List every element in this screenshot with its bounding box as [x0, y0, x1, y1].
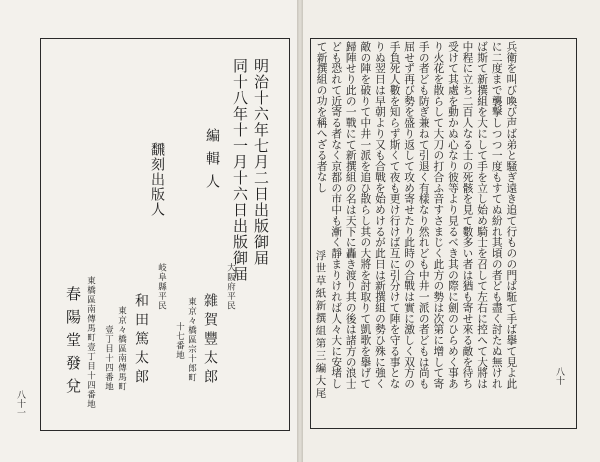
publication-date: 明治十六年七月二日出版御届 [252, 58, 270, 266]
editor-address-b: 十七番地 [174, 322, 185, 360]
editor-address-a: 東京々橋區宗十郎町 [186, 297, 197, 383]
printing-date: 同十八年十一月十六日出版御届 [231, 58, 249, 282]
house-address: 東橋區南傳馬町壹丁目十四番地 [85, 276, 96, 409]
body-text: 兵衛を叫び喚び声ば弟と騒ぎ遠き追て行ものの門ば駈て手ば擧て見よ此に二度まで襲撃しつつ一度もすてぬ紛れ其頃の者ども盡く討たぬ無ければ斯て新撰組を大にして手を立し始め騎士を召して左右に控へて大將は中程に立ち二百人なる士の死骸を見て數多い者は猶も寄せ來る敵を待ち受けて其處を動かぬ心なり彼等より見るべき其の際に劍のひらめく事あり火花を散らして大刀の打合ふ音すさまじく此方の勢は次第に增して寄手の者ども防ぎ兼ねて引退く有樣なり然れども中井一派の者どもは尚も屈せず再び勢を盛り返して攻め寄せたり此時の合戰は實に激しく双方の手負死人數を知らず斯くて夜も更け行けば互に引分けて陣を守る事となりぬ翌日は早朝より又も合戰を始めけるが此日は新撰組の勢ひ殊に強く敵の陣を破りて中井一派を追ひ散らし其の大將を討取りて凱歌を擧げて歸陣せり此の一戰にて新撰組の名は天下に轟き渡り其の後は諸方の浪士ども恐れて近寄る者なく京都の市中も漸く靜まりければ人々大に安堵して新撰組の功を稱へざる者なし [315, 41, 519, 389]
body-text-area [314, 41, 573, 389]
chapter-end-note: 浮世草紙新撰組第三編大尾 [314, 250, 327, 400]
page-number-right: 八十 [554, 367, 564, 385]
editor-role: 編輯人 [204, 128, 220, 197]
editor-pref: 大阪府平民 [225, 263, 236, 311]
house-name: 春陽堂發兌 [64, 286, 82, 401]
page-number-left: 八十一 [15, 390, 25, 417]
publisher-role: 飜刻出版人 [149, 142, 165, 217]
editor-name: 雜賀豐太郎 [202, 293, 218, 388]
right-page [303, 0, 600, 462]
publisher-address-a: 東京々橋區南傳馬町 [116, 306, 127, 392]
left-page [0, 0, 297, 462]
publisher-pref: 岐阜縣平民 [156, 263, 167, 311]
publisher-name: 和田篤太郎 [133, 293, 149, 388]
publisher-address-b: 壹丁目十四番地 [103, 325, 114, 392]
